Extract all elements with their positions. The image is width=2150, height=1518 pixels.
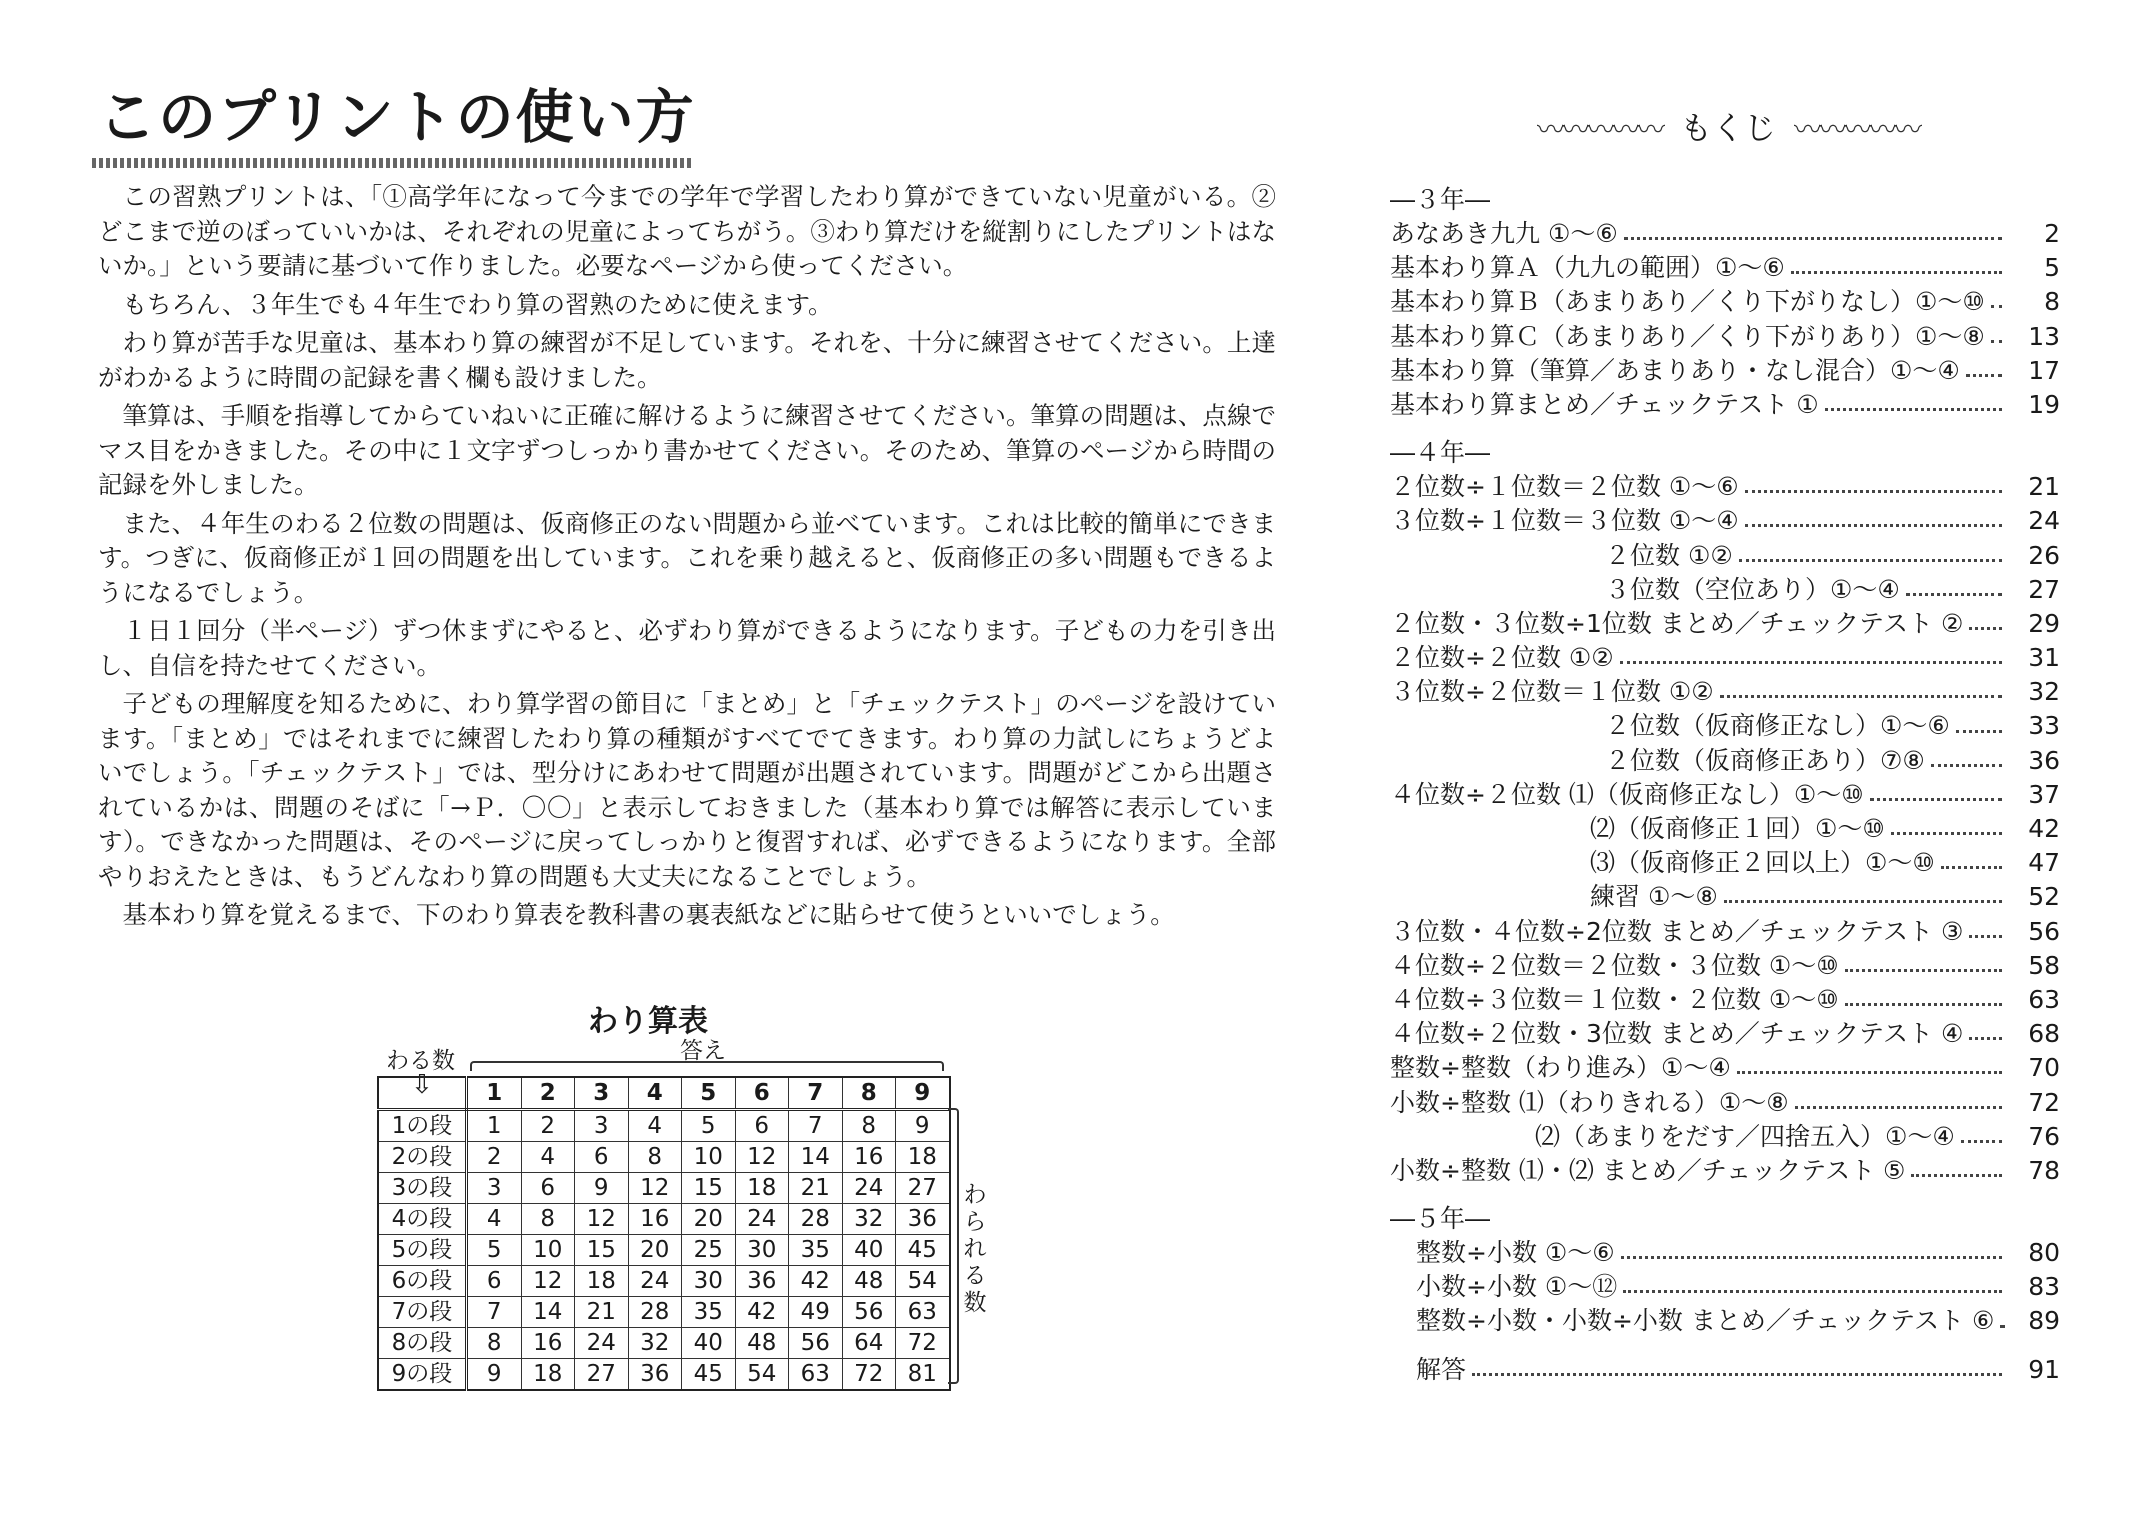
toc-page-number: 26	[2028, 540, 2060, 570]
toc-entry[interactable]	[1390, 812, 2060, 846]
row-label: 8の段	[378, 1328, 467, 1359]
table-row	[378, 1142, 950, 1173]
toc-entry[interactable]	[1390, 354, 2060, 388]
toc-entry-title: 解答	[1416, 1354, 1467, 1384]
answer-brace	[470, 1061, 944, 1071]
toc-page-number: 17	[2028, 355, 2060, 385]
toc-page-number: 63	[2028, 984, 2060, 1014]
table-cell: 5	[467, 1235, 522, 1266]
toc-entry[interactable]	[1390, 744, 2060, 778]
toc-entry-title: ３位数・４位数÷2位数 まとめ／チェックテスト ③	[1390, 916, 1964, 946]
table-cell: 24	[575, 1328, 629, 1359]
toc-entry-title: 整数÷整数（わり進み）①〜④	[1390, 1053, 1731, 1083]
toc-entry-title: ４位数÷２位数 ⑴（仮商修正なし）①〜⑩	[1390, 779, 1864, 809]
page-title: このプリントの使い方	[98, 83, 696, 151]
table-cell: 8	[467, 1328, 522, 1359]
toc-leader-dots	[1825, 407, 2002, 411]
toc-page-number: 56	[2028, 916, 2060, 946]
table-cell: 45	[682, 1359, 736, 1391]
toc-entry-title: あなあき九九 ①〜⑥	[1390, 219, 1618, 248]
toc-page-number: 42	[2028, 814, 2060, 843]
table-cell: 21	[575, 1297, 629, 1328]
toc-entry-title: ２位数（仮商修正あり）⑦⑧	[1605, 745, 1925, 775]
table-cell: 3	[467, 1173, 522, 1204]
toc-leader-dots	[1791, 270, 2002, 274]
toc-section-label: ―５年―	[1390, 1204, 1491, 1234]
toc-entry[interactable]	[1390, 1017, 2060, 1051]
table-corner	[378, 1077, 467, 1110]
table-row	[378, 1359, 950, 1391]
toc-page-number: 31	[2028, 643, 2060, 673]
row-label: 5の段	[378, 1235, 467, 1266]
toc-page-number: 32	[2028, 677, 2060, 707]
table-cell: 35	[682, 1297, 736, 1328]
toc-page-number: 58	[2028, 950, 2060, 980]
table-cell: 27	[896, 1173, 950, 1204]
table-cell: 25	[682, 1235, 736, 1266]
toc-leader-dots	[1956, 729, 2002, 733]
table-cell: 63	[896, 1297, 950, 1328]
toc-entry-title: ⑵（あまりをだす／四捨五入）①〜④	[1535, 1121, 1955, 1151]
toc-page-number: 33	[2028, 711, 2060, 741]
table-cell: 16	[842, 1142, 896, 1173]
toc-leader-dots	[1845, 968, 2002, 972]
wave-decoration-left: 〰〰〰〰〰	[1536, 113, 1662, 146]
toc-page-number: 47	[2028, 848, 2060, 878]
toc-entry[interactable]	[1390, 675, 2060, 709]
toc-page-number: 68	[2028, 1019, 2060, 1049]
toc-leader-dots	[1739, 558, 2002, 562]
table-cell: 3	[575, 1110, 629, 1142]
table-row	[378, 1235, 950, 1266]
toc-leader-dots	[1969, 1036, 2002, 1040]
toc-page-number: 19	[2028, 389, 2060, 419]
toc-page-number: 21	[2028, 472, 2060, 502]
table-cell: 48	[735, 1328, 789, 1359]
table-cell: 72	[896, 1328, 950, 1359]
wave-decoration-right: 〰〰〰〰〰	[1794, 113, 1920, 146]
table-cell: 10	[682, 1142, 736, 1173]
table-cell: 18	[575, 1266, 629, 1297]
toc-entry[interactable]	[1390, 573, 2060, 607]
toc-entry-title: 基本わり算Ａ（九九の範囲）①〜⑥	[1390, 253, 1785, 283]
toc-entry[interactable]	[1390, 504, 2060, 538]
dividend-brace	[948, 1108, 959, 1384]
table-cell: 56	[789, 1328, 843, 1359]
table-cell: 9	[467, 1359, 522, 1391]
table-cell: 30	[682, 1266, 736, 1297]
toc-entry-title: 基本わり算（筆算／あまりあり・なし混合）①〜④	[1390, 355, 1960, 385]
toc-entry[interactable]	[1390, 217, 2060, 251]
paragraph: この習熟プリントは、「①高学年になって今までの学年で学習したわり算ができていない児童がいる。②どこまで逆のぼっていいかは、それぞれの児童によってちがう。③わり算だけを縦割りにしたプリントはないか。」という要請に基づいて作りました。必要なページから使ってください。	[98, 182, 1276, 280]
toc-page-number: 78	[2028, 1155, 2060, 1185]
toc-entry[interactable]	[1390, 251, 2060, 285]
toc-page-number: 76	[2028, 1121, 2060, 1151]
toc-entry[interactable]	[1390, 388, 2060, 422]
toc-leader-dots	[1745, 489, 2002, 493]
table-cell: 40	[842, 1235, 896, 1266]
table-cell: 2	[467, 1142, 522, 1173]
table-cell: 9	[575, 1173, 629, 1204]
toc-entry[interactable]	[1390, 470, 2060, 504]
paragraph: また、４年生のわる２位数の問題は、仮商修正のない問題から並べています。これは比較的簡単にできます。つぎに、仮商修正が１回の問題を出しています。これを乗り越えると、仮商修正の多い問題もできるようになるでしょう。	[98, 508, 1276, 607]
table-cell: 4	[521, 1142, 575, 1173]
table-cell: 6	[521, 1173, 575, 1204]
table-cell: 1	[467, 1110, 522, 1142]
toc-entry[interactable]	[1390, 607, 2060, 641]
division-table-title: わり算表	[588, 1004, 708, 1039]
table-cell: 54	[735, 1359, 789, 1391]
toc-page-number: 13	[2028, 321, 2060, 351]
paragraph: 子どもの理解度を知るために、わり算学習の節目に「まとめ」と「チェックテスト」のページを設けています。「まとめ」ではそれまでに練習したわり算の種類がすべてでてきます。わり算の力試しにちょうどよいでしょう。「チェックテスト」では、型分けにあわせて問題が出題されています。問題がどこから出題されているかは、問題のそばに「→Ｐ．〇〇」と表示しておきました（基本わり算では解答に表示しています）。できなかった問題は、そのページに戻ってしっかりと復習すれば、必ずできるようになります。全部やりおえたときは、もうどんなわり算の問題も大丈夫になることでしょう。	[98, 689, 1276, 891]
table-cell: 8	[521, 1204, 575, 1235]
down-arrow-icon: ⇩	[411, 1070, 433, 1100]
toc-entry[interactable]	[1390, 1236, 2060, 1270]
column-header: 6	[735, 1077, 789, 1110]
toc-page-number: 37	[2028, 779, 2060, 809]
column-header: 7	[789, 1077, 843, 1110]
table-cell: 36	[896, 1204, 950, 1235]
toc-entry-title: 基本わり算Ｂ（あまりあり／くり下がりなし）①〜⑩	[1390, 287, 1985, 317]
toc-page-number: 70	[2028, 1053, 2060, 1083]
table-cell: 4	[628, 1110, 682, 1142]
toc-page-number: 36	[2028, 745, 2060, 775]
toc-page-number: 52	[2028, 882, 2060, 912]
table-cell: 32	[628, 1328, 682, 1359]
toc-entry[interactable]	[1390, 1353, 2060, 1387]
toc-page-number: 83	[2028, 1272, 2060, 1302]
toc-leader-dots	[1623, 1289, 2002, 1293]
toc-leader-dots	[1931, 763, 2002, 767]
toc-leader-dots	[1966, 373, 2002, 377]
table-cell: 14	[789, 1142, 843, 1173]
toc-leader-dots	[1969, 626, 2002, 630]
toc-leader-dots	[1724, 899, 2002, 903]
table-cell: 72	[842, 1359, 896, 1391]
toc-entry-title: ２位数 ①②	[1605, 540, 1733, 570]
row-label: 1の段	[378, 1110, 467, 1142]
table-cell: 18	[735, 1173, 789, 1204]
row-label: 3の段	[378, 1173, 467, 1204]
column-header: 3	[575, 1077, 629, 1110]
toc-page-number: 8	[2044, 287, 2060, 317]
table-cell: 12	[521, 1266, 575, 1297]
table-cell: 27	[575, 1359, 629, 1391]
column-header: 1	[467, 1077, 522, 1110]
title-underline-decoration	[92, 158, 692, 168]
toc-entry[interactable]	[1390, 1051, 2060, 1085]
toc-leader-dots	[1870, 797, 2002, 801]
toc-leader-dots	[1845, 1002, 2002, 1006]
toc-page-number: 27	[2028, 574, 2060, 604]
section-gap	[1390, 1339, 2060, 1353]
table-row	[378, 1266, 950, 1297]
toc-entry-title: 整数÷小数・小数÷小数 まとめ／チェックテスト ⑥	[1416, 1306, 1995, 1336]
table-cell: 35	[789, 1235, 843, 1266]
paragraph: もちろん、３年生でも４年生でわり算の習熟のために使えます。	[122, 289, 833, 319]
toc-entry[interactable]	[1390, 983, 2060, 1017]
table-cell: 54	[896, 1266, 950, 1297]
toc-entry[interactable]	[1390, 915, 2060, 949]
toc-page-number: 24	[2028, 506, 2060, 536]
table-cell: 56	[842, 1297, 896, 1328]
toc-entry-title: 小数÷小数 ①〜⑫	[1416, 1272, 1618, 1302]
toc-entry[interactable]	[1390, 949, 2060, 983]
column-header: 8	[842, 1077, 896, 1110]
table-cell: 9	[896, 1110, 950, 1142]
toc-leader-dots	[1472, 1372, 2002, 1376]
table-cell: 18	[896, 1142, 950, 1173]
toc-section-label: ―３年―	[1390, 185, 1491, 214]
toc-entry-title: 練習 ①〜⑧	[1590, 882, 1718, 912]
table-row	[378, 1173, 950, 1204]
toc-leader-dots	[1911, 1173, 2002, 1177]
table-row	[378, 1110, 950, 1142]
table-cell: 20	[682, 1204, 736, 1235]
toc-entry-title: ３位数（空位あり）①〜④	[1605, 574, 1900, 604]
table-cell: 21	[789, 1173, 843, 1204]
table-cell: 10	[521, 1235, 575, 1266]
table-cell: 64	[842, 1328, 896, 1359]
toc-page-number: 80	[2028, 1238, 2060, 1268]
toc-entry-title: ３位数÷１位数＝３位数 ①〜④	[1390, 506, 1739, 536]
toc-leader-dots	[1737, 1070, 2002, 1074]
table-cell: 7	[467, 1297, 522, 1328]
toc-entry[interactable]	[1390, 709, 2060, 743]
toc-entry-title: 基本わり算Ｃ（あまりあり／くり下がりあり）①〜⑧	[1390, 321, 1985, 351]
paragraph: わり算が苦手な児童は、基本わり算の練習が不足しています。それを、十分に練習させてください。上達がわかるように時間の記録を書く欄も設けました。	[98, 328, 1276, 392]
toc-leader-dots	[1620, 660, 2002, 664]
toc-entry[interactable]	[1390, 1154, 2060, 1188]
paragraph: 筆算は、手順を指導してからていねいに正確に解けるように練習させてください。筆算の問題は、点線でマス目をかきました。その中に１文字ずつしっかり書かせてください。そのため、筆算のページから時間の記録を外しました。	[98, 401, 1277, 499]
table-cell: 4	[467, 1204, 522, 1235]
divisor-label: わる数	[386, 1048, 455, 1074]
table-cell: 7	[789, 1110, 843, 1142]
paragraph: 基本わり算を覚えるまで、下のわり算表を教科書の裏表紙などに貼らせて使うといいでしょう。	[122, 900, 1175, 929]
toc-entry[interactable]	[1390, 320, 2060, 354]
toc-entry[interactable]	[1390, 778, 2060, 812]
toc-entry-title: ⑶（仮商修正２回以上）①〜⑩	[1590, 848, 1935, 878]
toc-leader-dots	[1795, 1105, 2002, 1109]
column-header: 5	[682, 1077, 736, 1110]
toc-entry[interactable]	[1390, 641, 2060, 675]
toc-leader-dots	[1621, 1255, 2002, 1259]
table-cell: 24	[842, 1173, 896, 1204]
toc-page-number: 91	[2028, 1354, 2060, 1384]
table-cell: 28	[628, 1297, 682, 1328]
toc-leader-dots	[1891, 831, 2002, 835]
toc-leader-dots	[1906, 592, 2002, 596]
toc-entry-title: ２位数（仮商修正なし）①〜⑥	[1605, 711, 1950, 741]
toc-entry-title: 整数÷小数 ①〜⑥	[1416, 1238, 1615, 1268]
toc-entry[interactable]	[1390, 285, 2060, 319]
toc-page-number: 5	[2044, 253, 2060, 283]
toc-page-number: 29	[2028, 608, 2060, 638]
table-cell: 48	[842, 1266, 896, 1297]
toc-leader-dots	[1961, 1139, 2002, 1143]
toc-entry-title: ⑵（仮商修正１回）①〜⑩	[1590, 814, 1885, 843]
toc-leader-dots	[1745, 523, 2002, 527]
division-table	[377, 1076, 951, 1391]
toc-entry-title: ４位数÷３位数＝１位数・２位数 ①〜⑩	[1390, 984, 1839, 1014]
table-cell: 81	[896, 1359, 950, 1391]
table-cell: 45	[896, 1235, 950, 1266]
table-cell: 16	[521, 1328, 575, 1359]
toc-leader-dots	[1969, 934, 2002, 938]
toc-entry-title: 基本わり算まとめ／チェックテスト ①	[1390, 389, 1819, 419]
table-cell: 20	[628, 1235, 682, 1266]
toc-entry[interactable]	[1390, 880, 2060, 914]
dividend-label: わられる数	[963, 1182, 987, 1316]
table-row	[378, 1328, 950, 1359]
table-cell: 32	[842, 1204, 896, 1235]
column-header: 4	[628, 1077, 682, 1110]
toc-title: もくじ	[1679, 109, 1776, 147]
table-cell: 16	[628, 1204, 682, 1235]
table-cell: 30	[735, 1235, 789, 1266]
toc-entry-title: 小数÷整数 ⑴・⑵ まとめ／チェックテスト ⑤	[1390, 1155, 1906, 1185]
toc-entry[interactable]	[1390, 1120, 2060, 1154]
toc-leader-dots	[1991, 304, 2002, 308]
toc-leader-dots	[1991, 339, 2002, 343]
intro-body	[98, 180, 1276, 937]
table-cell: 49	[789, 1297, 843, 1328]
table-cell: 12	[735, 1142, 789, 1173]
toc-entry-title: ２位数÷２位数 ①②	[1390, 643, 1614, 673]
toc-leader-dots	[1624, 236, 2002, 240]
table-cell: 12	[575, 1204, 629, 1235]
table-cell: 36	[628, 1359, 682, 1391]
table-cell: 8	[628, 1142, 682, 1173]
table-cell: 8	[842, 1110, 896, 1142]
toc-section-label: ―４年―	[1390, 438, 1491, 468]
toc-leader-dots	[1941, 865, 2002, 869]
toc-entry-title: ２位数÷１位数＝２位数 ①〜⑥	[1390, 472, 1739, 502]
table-cell: 6	[575, 1142, 629, 1173]
toc-entry-title: ２位数・３位数÷1位数 まとめ／チェックテスト ②	[1390, 608, 1964, 638]
row-label: 4の段	[378, 1204, 467, 1235]
table-cell: 63	[789, 1359, 843, 1391]
row-label: 6の段	[378, 1266, 467, 1297]
toc-leader-dots	[1720, 694, 2002, 698]
table-row	[378, 1204, 950, 1235]
table-header-row	[378, 1077, 950, 1110]
table-cell: 2	[521, 1110, 575, 1142]
toc-entry-title: 小数÷整数 ⑴（わりきれる）①〜⑧	[1390, 1087, 1789, 1117]
toc-entry[interactable]	[1390, 1270, 2060, 1304]
table-cell: 42	[735, 1297, 789, 1328]
row-label: 9の段	[378, 1359, 467, 1391]
section-gap	[1390, 422, 2060, 436]
column-header: 2	[521, 1077, 575, 1110]
table-cell: 14	[521, 1297, 575, 1328]
table-cell: 24	[628, 1266, 682, 1297]
table-cell: 18	[521, 1359, 575, 1391]
answer-label: 答え	[680, 1038, 726, 1064]
table-cell: 24	[735, 1204, 789, 1235]
toc-entry[interactable]	[1390, 1086, 2060, 1120]
table-cell: 6	[735, 1110, 789, 1142]
table-cell: 15	[575, 1235, 629, 1266]
toc-entry-title: ３位数÷２位数＝１位数 ①②	[1390, 677, 1714, 707]
table-cell: 15	[682, 1173, 736, 1204]
toc-page-number: 89	[2028, 1306, 2060, 1336]
toc-leader-dots	[2000, 1324, 2002, 1328]
row-label: 2の段	[378, 1142, 467, 1173]
section-gap	[1390, 1188, 2060, 1202]
table-cell: 36	[735, 1266, 789, 1297]
column-header: 9	[896, 1077, 950, 1110]
table-cell: 6	[467, 1266, 522, 1297]
toc-entry-title: ４位数÷２位数＝２位数・３位数 ①〜⑩	[1390, 950, 1839, 980]
table-cell: 5	[682, 1110, 736, 1142]
table-cell: 40	[682, 1328, 736, 1359]
table-row	[378, 1297, 950, 1328]
toc-entry[interactable]	[1390, 539, 2060, 573]
paragraph: １日１回分（半ページ）ずつ休まずにやると、必ずわり算ができるようになります。子どもの力を引き出し、自信を持たせてください。	[98, 616, 1276, 680]
row-label: 7の段	[378, 1297, 467, 1328]
toc-page-number: 72	[2028, 1087, 2060, 1117]
toc-entry-title: ４位数÷２位数・3位数 まとめ／チェックテスト ④	[1390, 1019, 1964, 1049]
table-cell: 12	[628, 1173, 682, 1204]
toc-page-number: 2	[2044, 219, 2060, 248]
toc-entry[interactable]	[1390, 846, 2060, 880]
toc-entry[interactable]	[1390, 1304, 2060, 1338]
table-cell: 42	[789, 1266, 843, 1297]
table-cell: 28	[789, 1204, 843, 1235]
table-of-contents	[1390, 183, 2060, 1387]
toc-heading	[1448, 108, 2008, 150]
